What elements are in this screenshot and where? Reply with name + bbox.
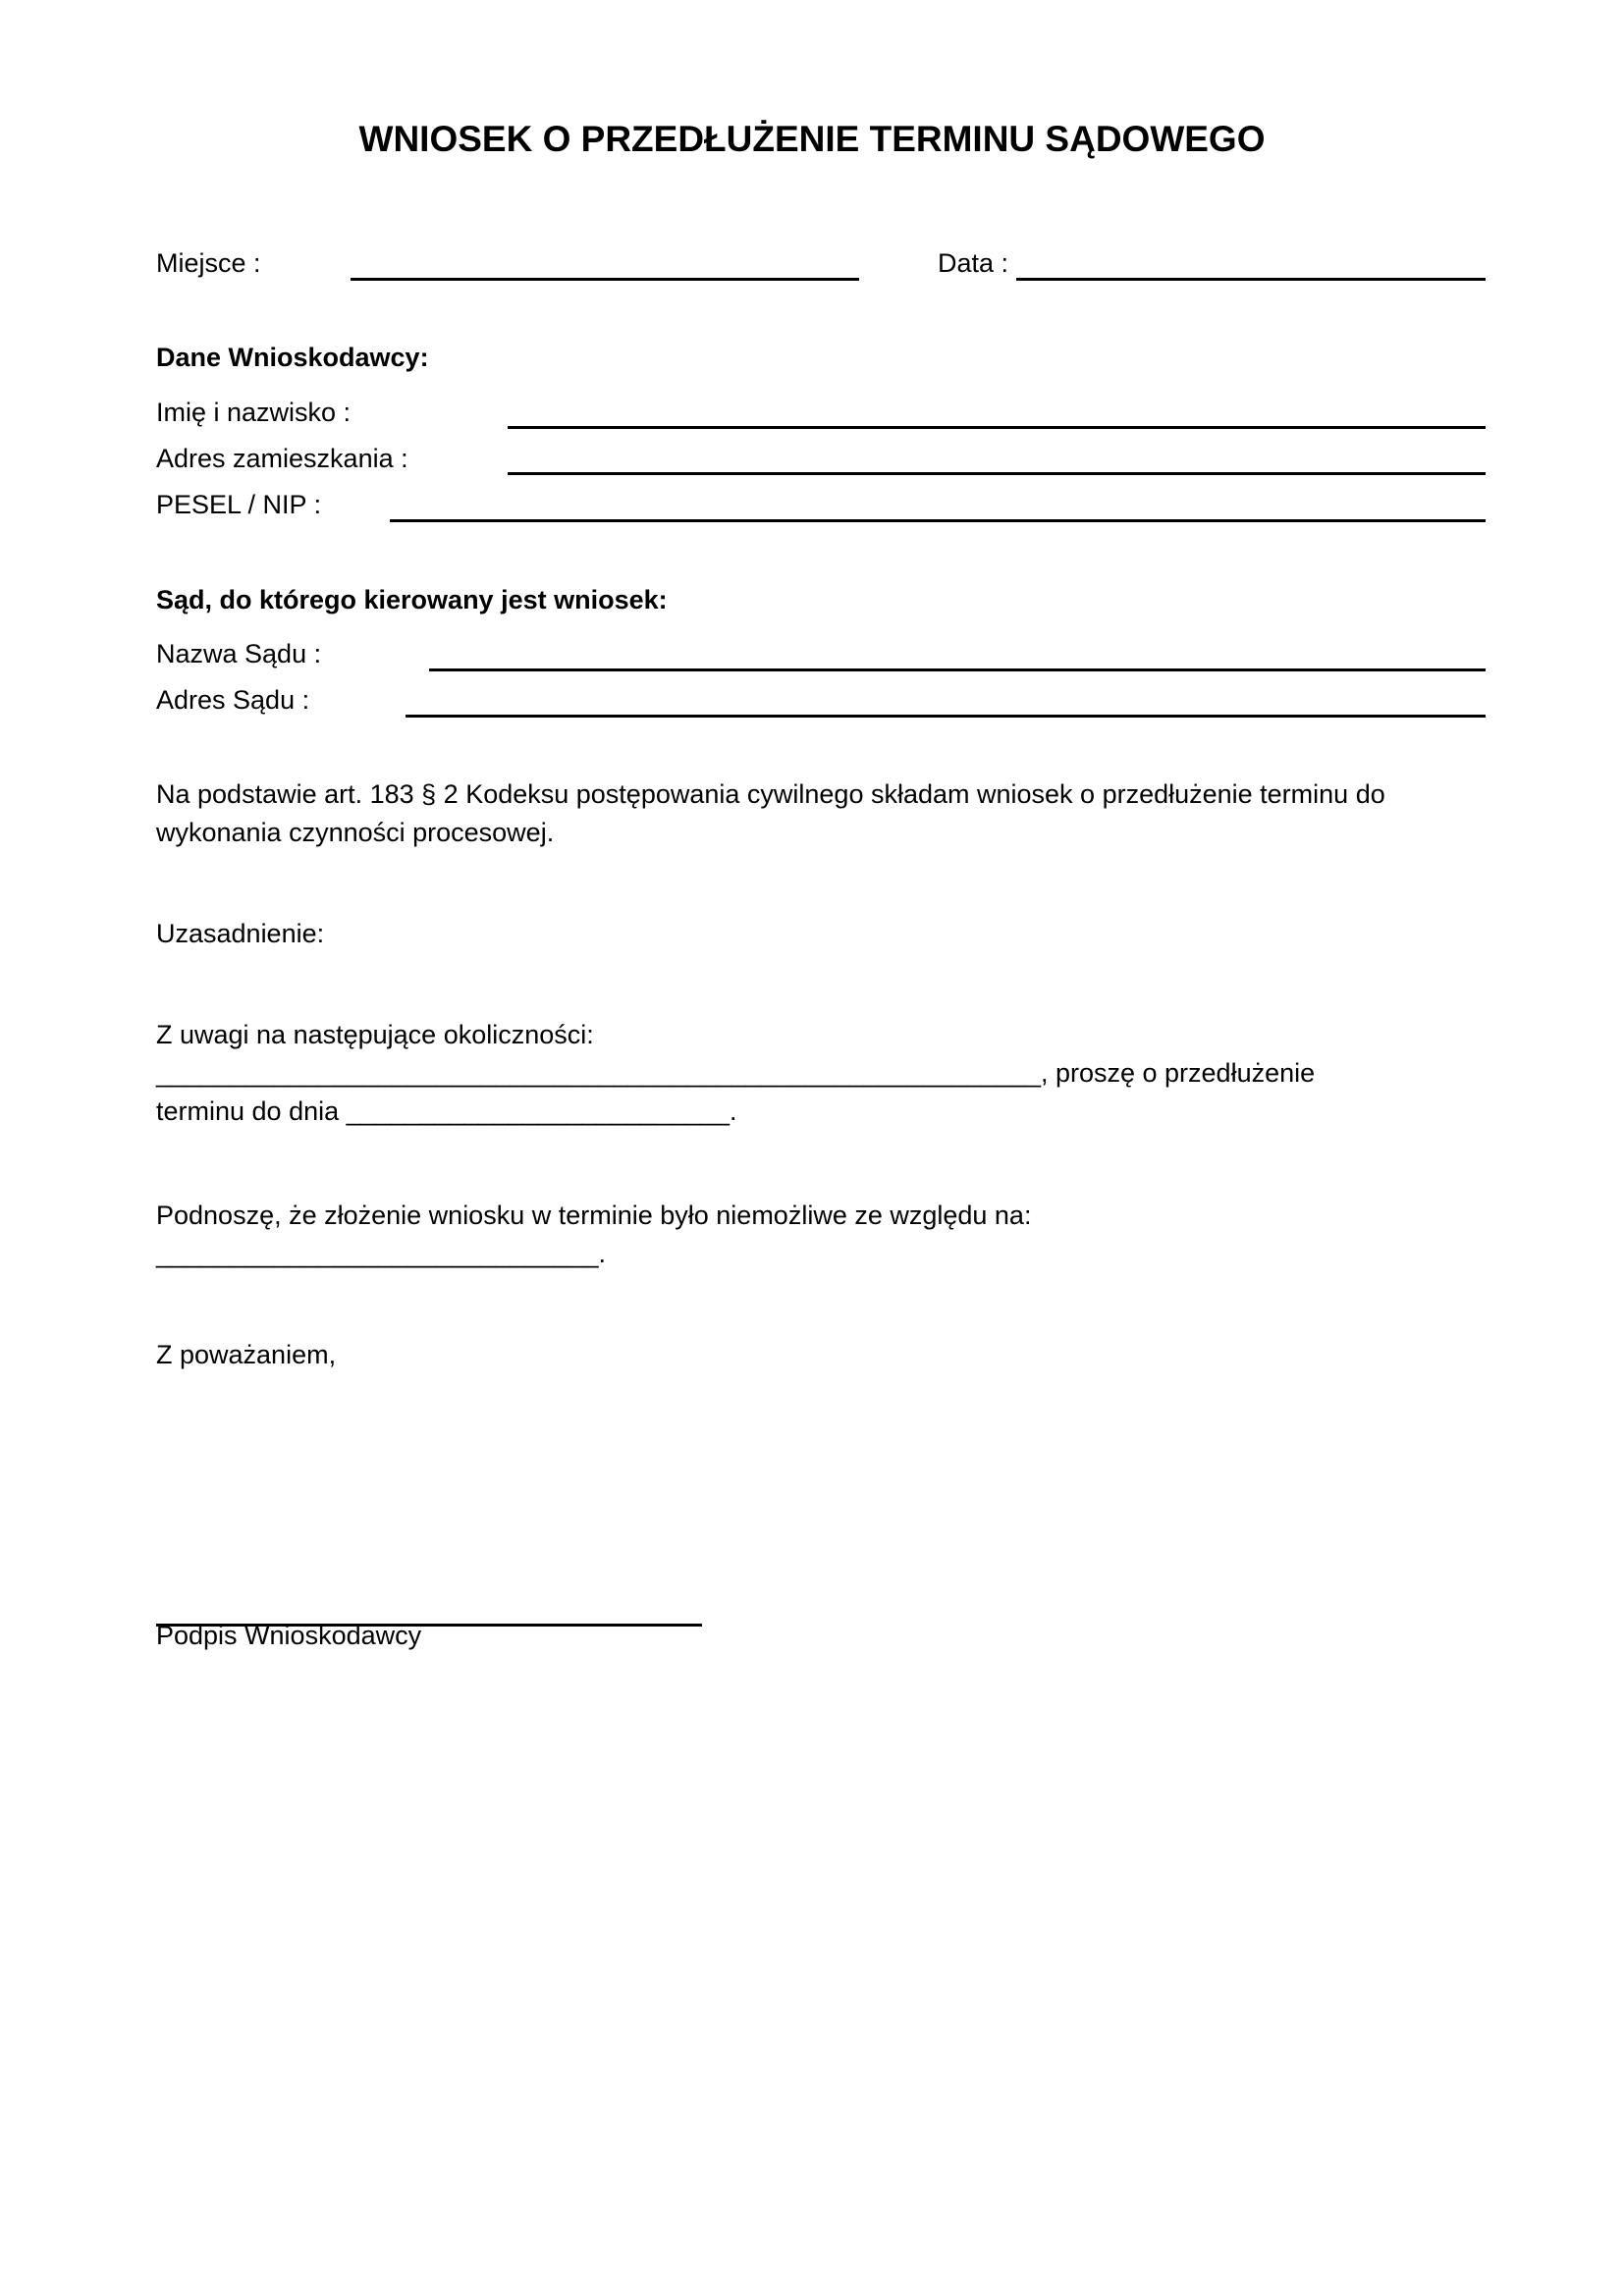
applicant-id-label: PESEL / NIP : bbox=[156, 490, 322, 519]
court-name-field[interactable] bbox=[429, 668, 1486, 671]
document-title: WNIOSEK O PRZEDŁUŻENIE TERMINU SĄDOWEGO bbox=[358, 119, 1266, 159]
date-label: Data : bbox=[938, 248, 1009, 278]
place-field[interactable] bbox=[351, 278, 859, 281]
circumstances-intro: Z uwagi na następujące okoliczności: bbox=[156, 1020, 594, 1049]
applicant-heading: Dane Wnioskodawcy: bbox=[156, 343, 429, 372]
impossibility-line-1: Podnoszę, że złożenie wniosku w terminie było niemożliwe ze względu na: bbox=[156, 1201, 1032, 1230]
applicant-address-field[interactable] bbox=[508, 472, 1486, 475]
court-name-label: Nazwa Sądu : bbox=[156, 639, 322, 668]
court-address-field[interactable] bbox=[406, 715, 1486, 718]
applicant-address-label: Adres zamieszkania : bbox=[156, 444, 408, 473]
closing-text: Z poważaniem, bbox=[156, 1340, 337, 1369]
applicant-name-field[interactable] bbox=[508, 426, 1486, 429]
place-label: Miejsce : bbox=[156, 248, 261, 278]
date-field[interactable] bbox=[1016, 278, 1486, 281]
court-heading: Sąd, do którego kierowany jest wniosek: bbox=[156, 585, 668, 614]
applicant-id-field[interactable] bbox=[390, 519, 1486, 522]
legal-basis-line-2: wykonania czynności procesowej. bbox=[156, 818, 555, 847]
justification-label: Uzasadnienie: bbox=[156, 919, 325, 948]
legal-basis-line-1: Na podstawie art. 183 § 2 Kodeksu postępowania cywilnego składam wniosek o przedłużenie terminu do bbox=[156, 779, 1385, 809]
signature-label: Podpis Wnioskodawcy bbox=[156, 1621, 422, 1650]
impossibility-line-2[interactable]: ______________________________. bbox=[156, 1239, 606, 1268]
applicant-name-label: Imię i nazwisko : bbox=[156, 398, 352, 427]
court-address-label: Adres Sądu : bbox=[156, 685, 310, 715]
circumstances-line[interactable]: ____________________________________________________________, proszę o przedłużenie bbox=[156, 1058, 1316, 1088]
extension-date-line[interactable]: terminu do dnia __________________________. bbox=[156, 1096, 737, 1126]
